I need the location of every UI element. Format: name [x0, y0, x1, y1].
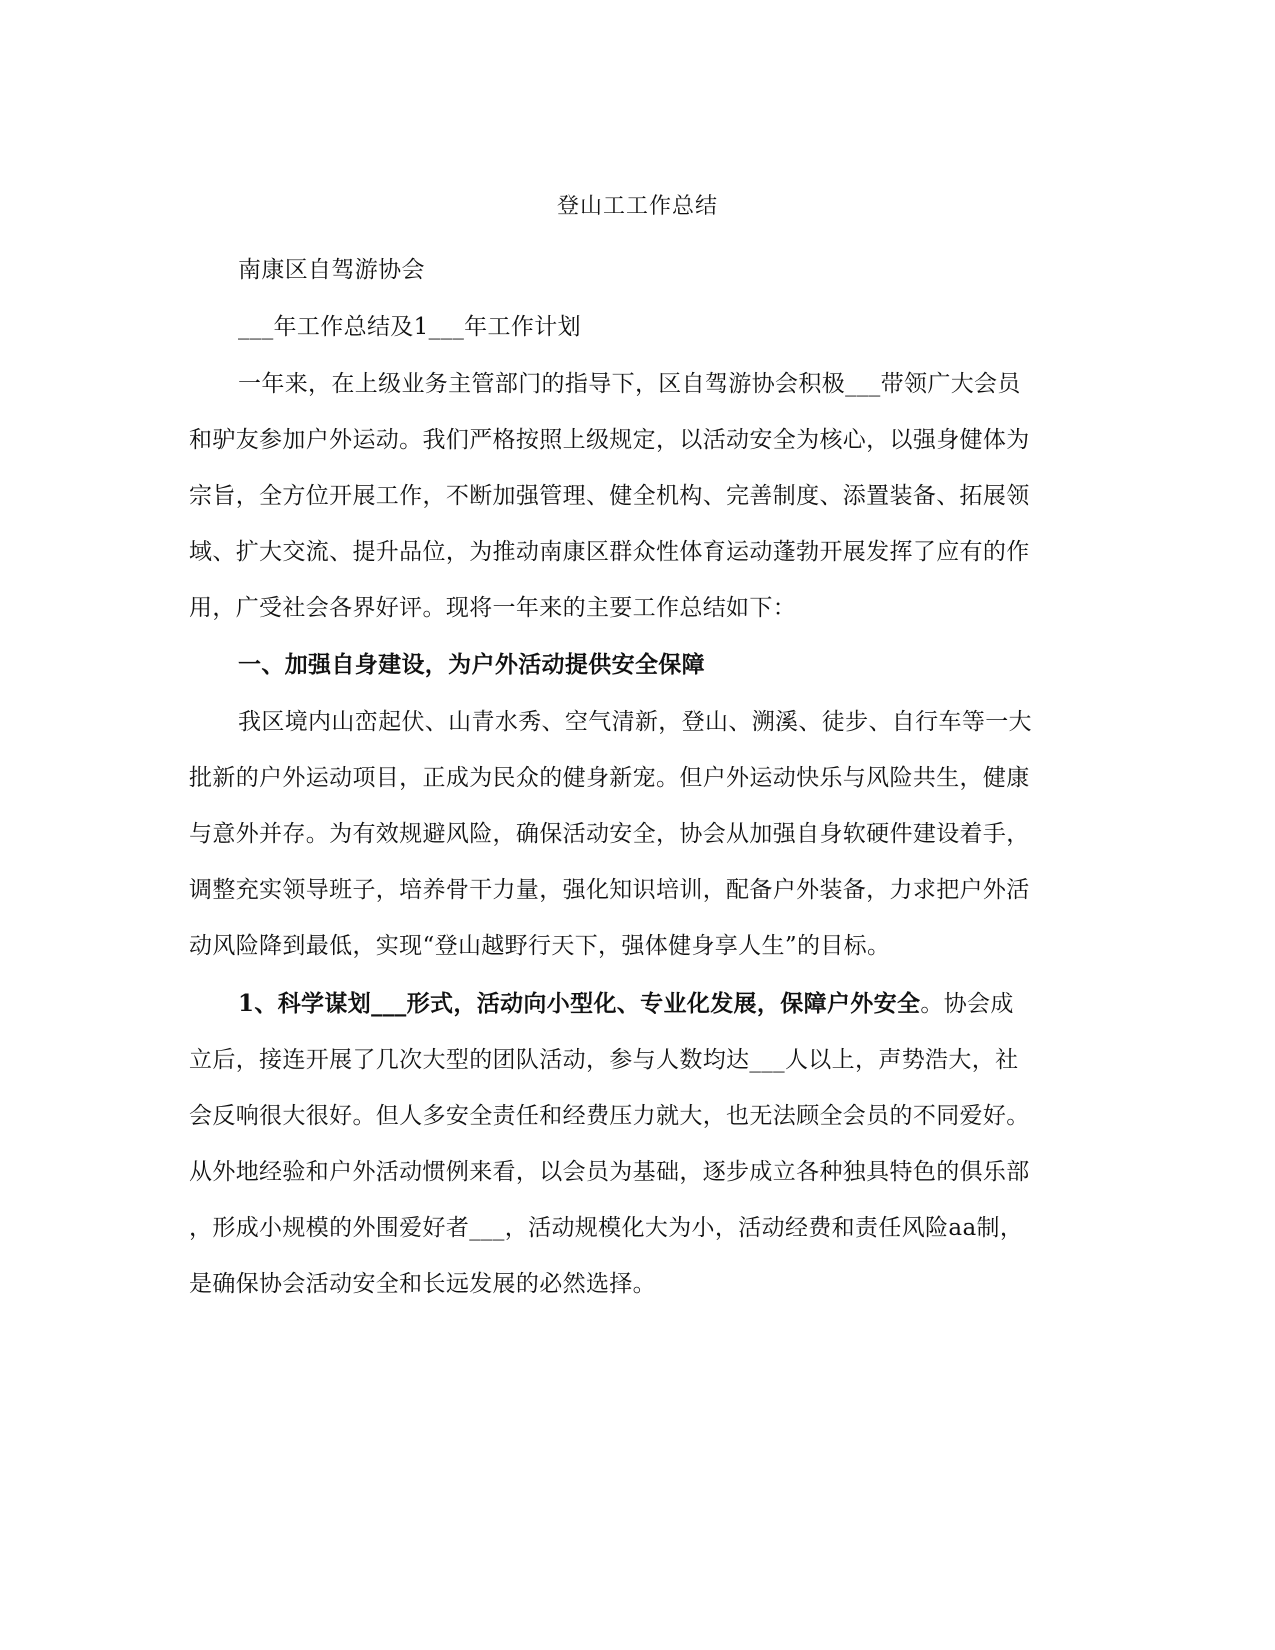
- section-line: 批新的户外运动项目，正成为民众的健身新宠。但户外运动快乐与风险共生，健康: [189, 765, 1030, 791]
- intro-line: 域、扩大交流、提升品位，为推动南康区群众性体育运动蓬勃开展发挥了应有的作: [189, 539, 1030, 565]
- item-heading-tail: 。协会成: [920, 991, 1014, 1017]
- organization-name: 南康区自驾游协会: [238, 257, 425, 283]
- section-heading: 一、加强自身建设，为户外活动提供安全保障: [238, 651, 705, 678]
- section-line: 我区境内山峦起伏、山青水秀、空气清新，登山、溯溪、徒步、自行车等一大: [238, 709, 1032, 735]
- section-line: 与意外并存。为有效规避风险，确保活动安全，协会从加强自身软硬件建设着手，: [189, 821, 1030, 847]
- document-subtitle: ___年工作总结及1___年工作计划: [238, 314, 581, 340]
- intro-line: 一年来，在上级业务主管部门的指导下，区自驾游协会积极___带领广大会员: [238, 371, 1021, 397]
- item-line: ，形成小规模的外围爱好者___，活动规模化大为小，活动经费和责任风险aa制，: [189, 1215, 1024, 1241]
- intro-line: 宗旨，全方位开展工作，不断加强管理、健全机构、完善制度、添置装备、拓展领: [189, 483, 1030, 509]
- document-title: 登山工工作总结: [556, 194, 718, 219]
- item-first-line: [238, 989, 1014, 1019]
- item-line: 立后，接连开展了几次大型的团队活动，参与人数均达___人以上，声势浩大，社: [189, 1047, 1019, 1073]
- section-line: 动风险降到最低，实现“登山越野行天下，强体健身享人生”的目标。: [189, 933, 891, 959]
- item-line: 从外地经验和户外活动惯例来看，以会员为基础，逐步成立各种独具特色的俱乐部: [189, 1159, 1030, 1185]
- intro-line: 和驴友参加户外运动。我们严格按照上级规定，以活动安全为核心，以强身健体为: [189, 427, 1030, 453]
- item-heading: 1、科学谋划___形式，活动向小型化、专业化发展，保障户外安全: [238, 990, 921, 1017]
- section-line: 调整充实领导班子，培养骨干力量，强化知识培训，配备户外装备，力求把户外活: [189, 877, 1030, 903]
- item-line: 会反响很大很好。但人多安全责任和经费压力就大，也无法顾全会员的不同爱好。: [189, 1103, 1030, 1129]
- intro-line: 用，广受社会各界好评。现将一年来的主要工作总结如下：: [189, 595, 797, 621]
- item-line: 是确保协会活动安全和长远发展的必然选择。: [189, 1271, 656, 1297]
